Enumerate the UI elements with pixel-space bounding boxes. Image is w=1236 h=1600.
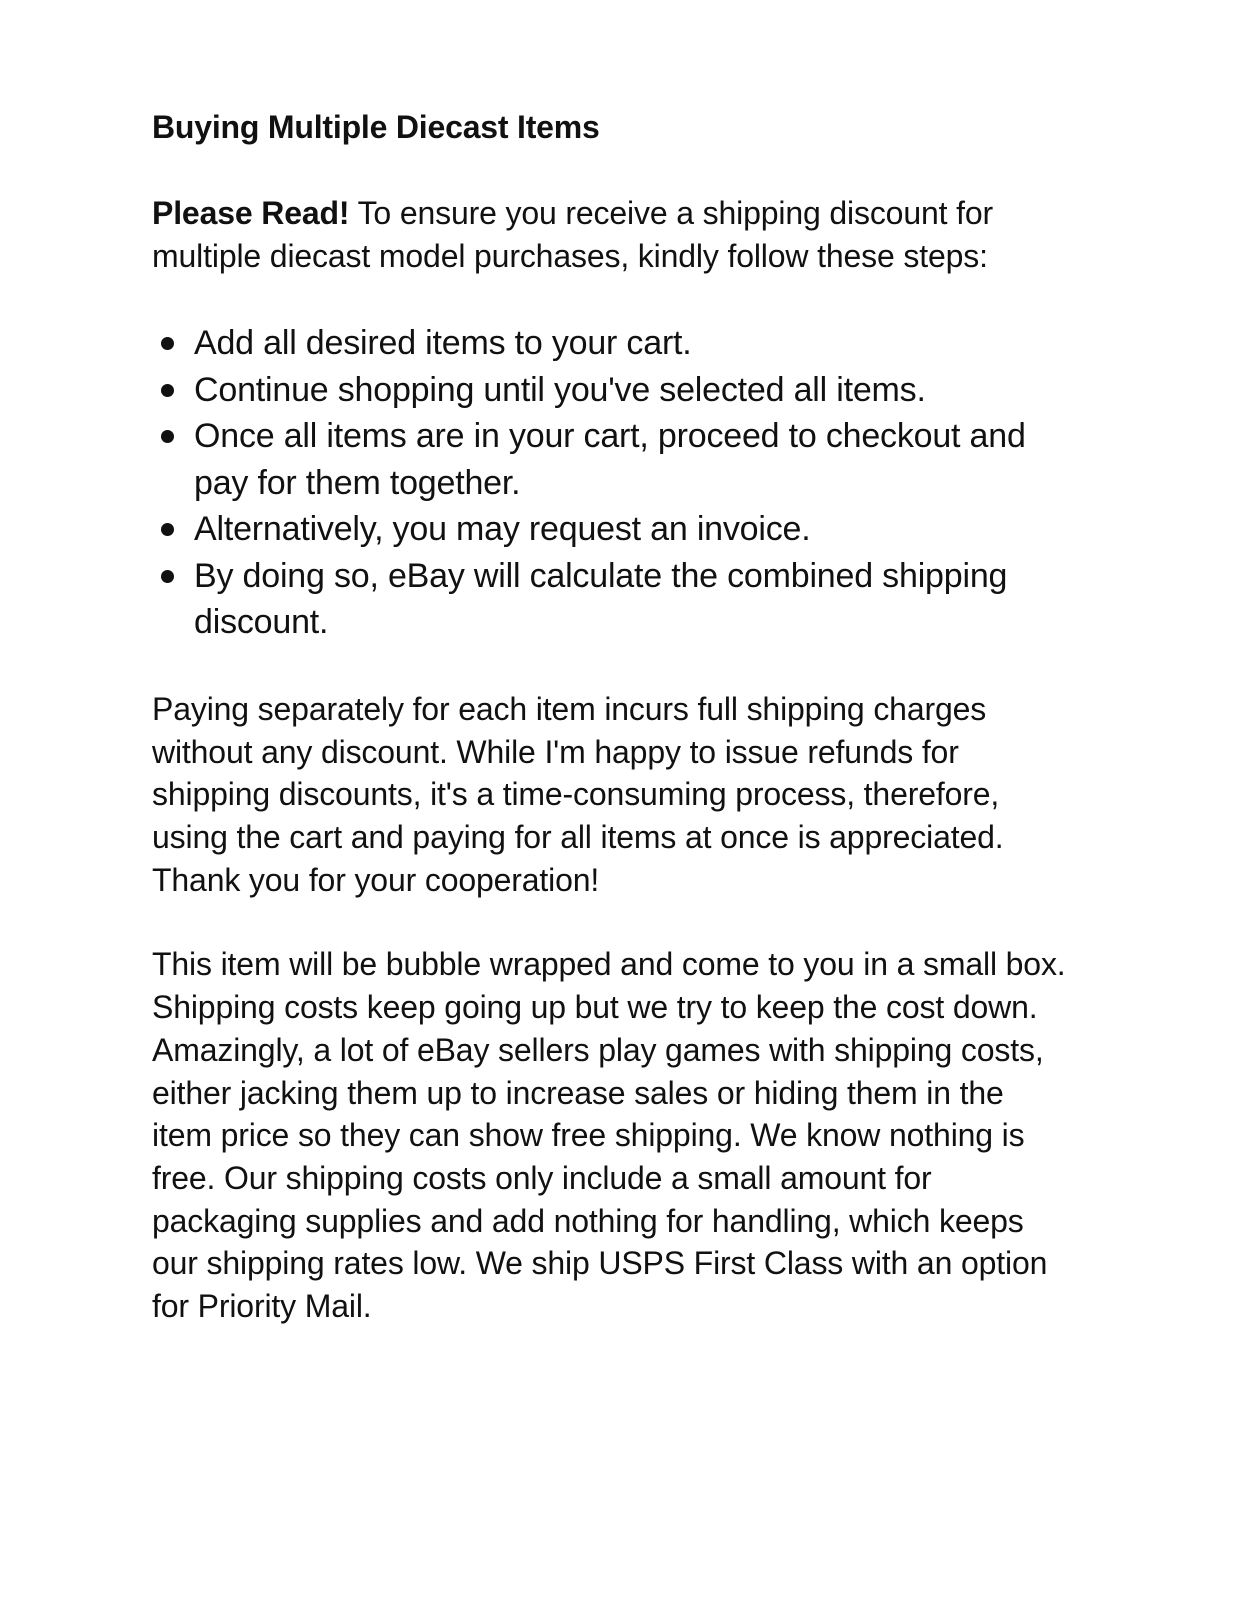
list-item-text: Alternatively, you may request an invoice. [194,510,811,549]
list-item-text: Add all desired items to your cart. [194,324,692,363]
bullet-icon [161,430,174,443]
intro-text: To ensure you receive a shipping discount for multiple diecast model purchases, kindly follow these steps: [152,195,993,274]
steps-list [152,320,1072,646]
list-item-text: Once all items are in your cart, proceed to checkout and pay for them together. [194,417,1026,502]
bullet-icon [161,337,174,350]
document-title: Buying Multiple Diecast Items [152,109,600,145]
payment-paragraph: Paying separately for each item incurs full shipping charges without any discount. While I'm happy to issue refunds for shipping discounts, it's a time-consuming process, therefore, using the cart and paying for all items at once is appreciated. Thank you for your cooperation! [152,690,1004,898]
shipping-paragraph: This item will be bubble wrapped and come to you in a small box. Shipping costs keep going up but we try to keep the cost down. Amazingly, a lot of eBay sellers play games with shipping costs, either jacking them up to increase sales or hiding them in the item price so they can show free shipping. We know nothing is free. Our shipping costs only include a small amount for packaging supplies and add nothing for handling, which keeps our shipping rates low. We ship USPS First Class with an option for Priority Mail. [152,946,1066,1325]
bullet-icon [161,570,174,583]
list-item [194,506,1072,553]
bullet-icon [161,384,174,397]
list-item [194,413,1072,506]
intro-paragraph [152,192,1072,277]
list-item [194,367,1072,414]
document [152,106,1072,1328]
list-item [194,553,1072,646]
list-item-text: Continue shopping until you've selected all items. [194,370,926,409]
intro-lead: Please Read! [152,195,350,231]
list-item-text: By doing so, eBay will calculate the combined shipping discount. [194,556,1008,642]
bullet-icon [161,523,174,536]
list-item [194,320,1072,367]
